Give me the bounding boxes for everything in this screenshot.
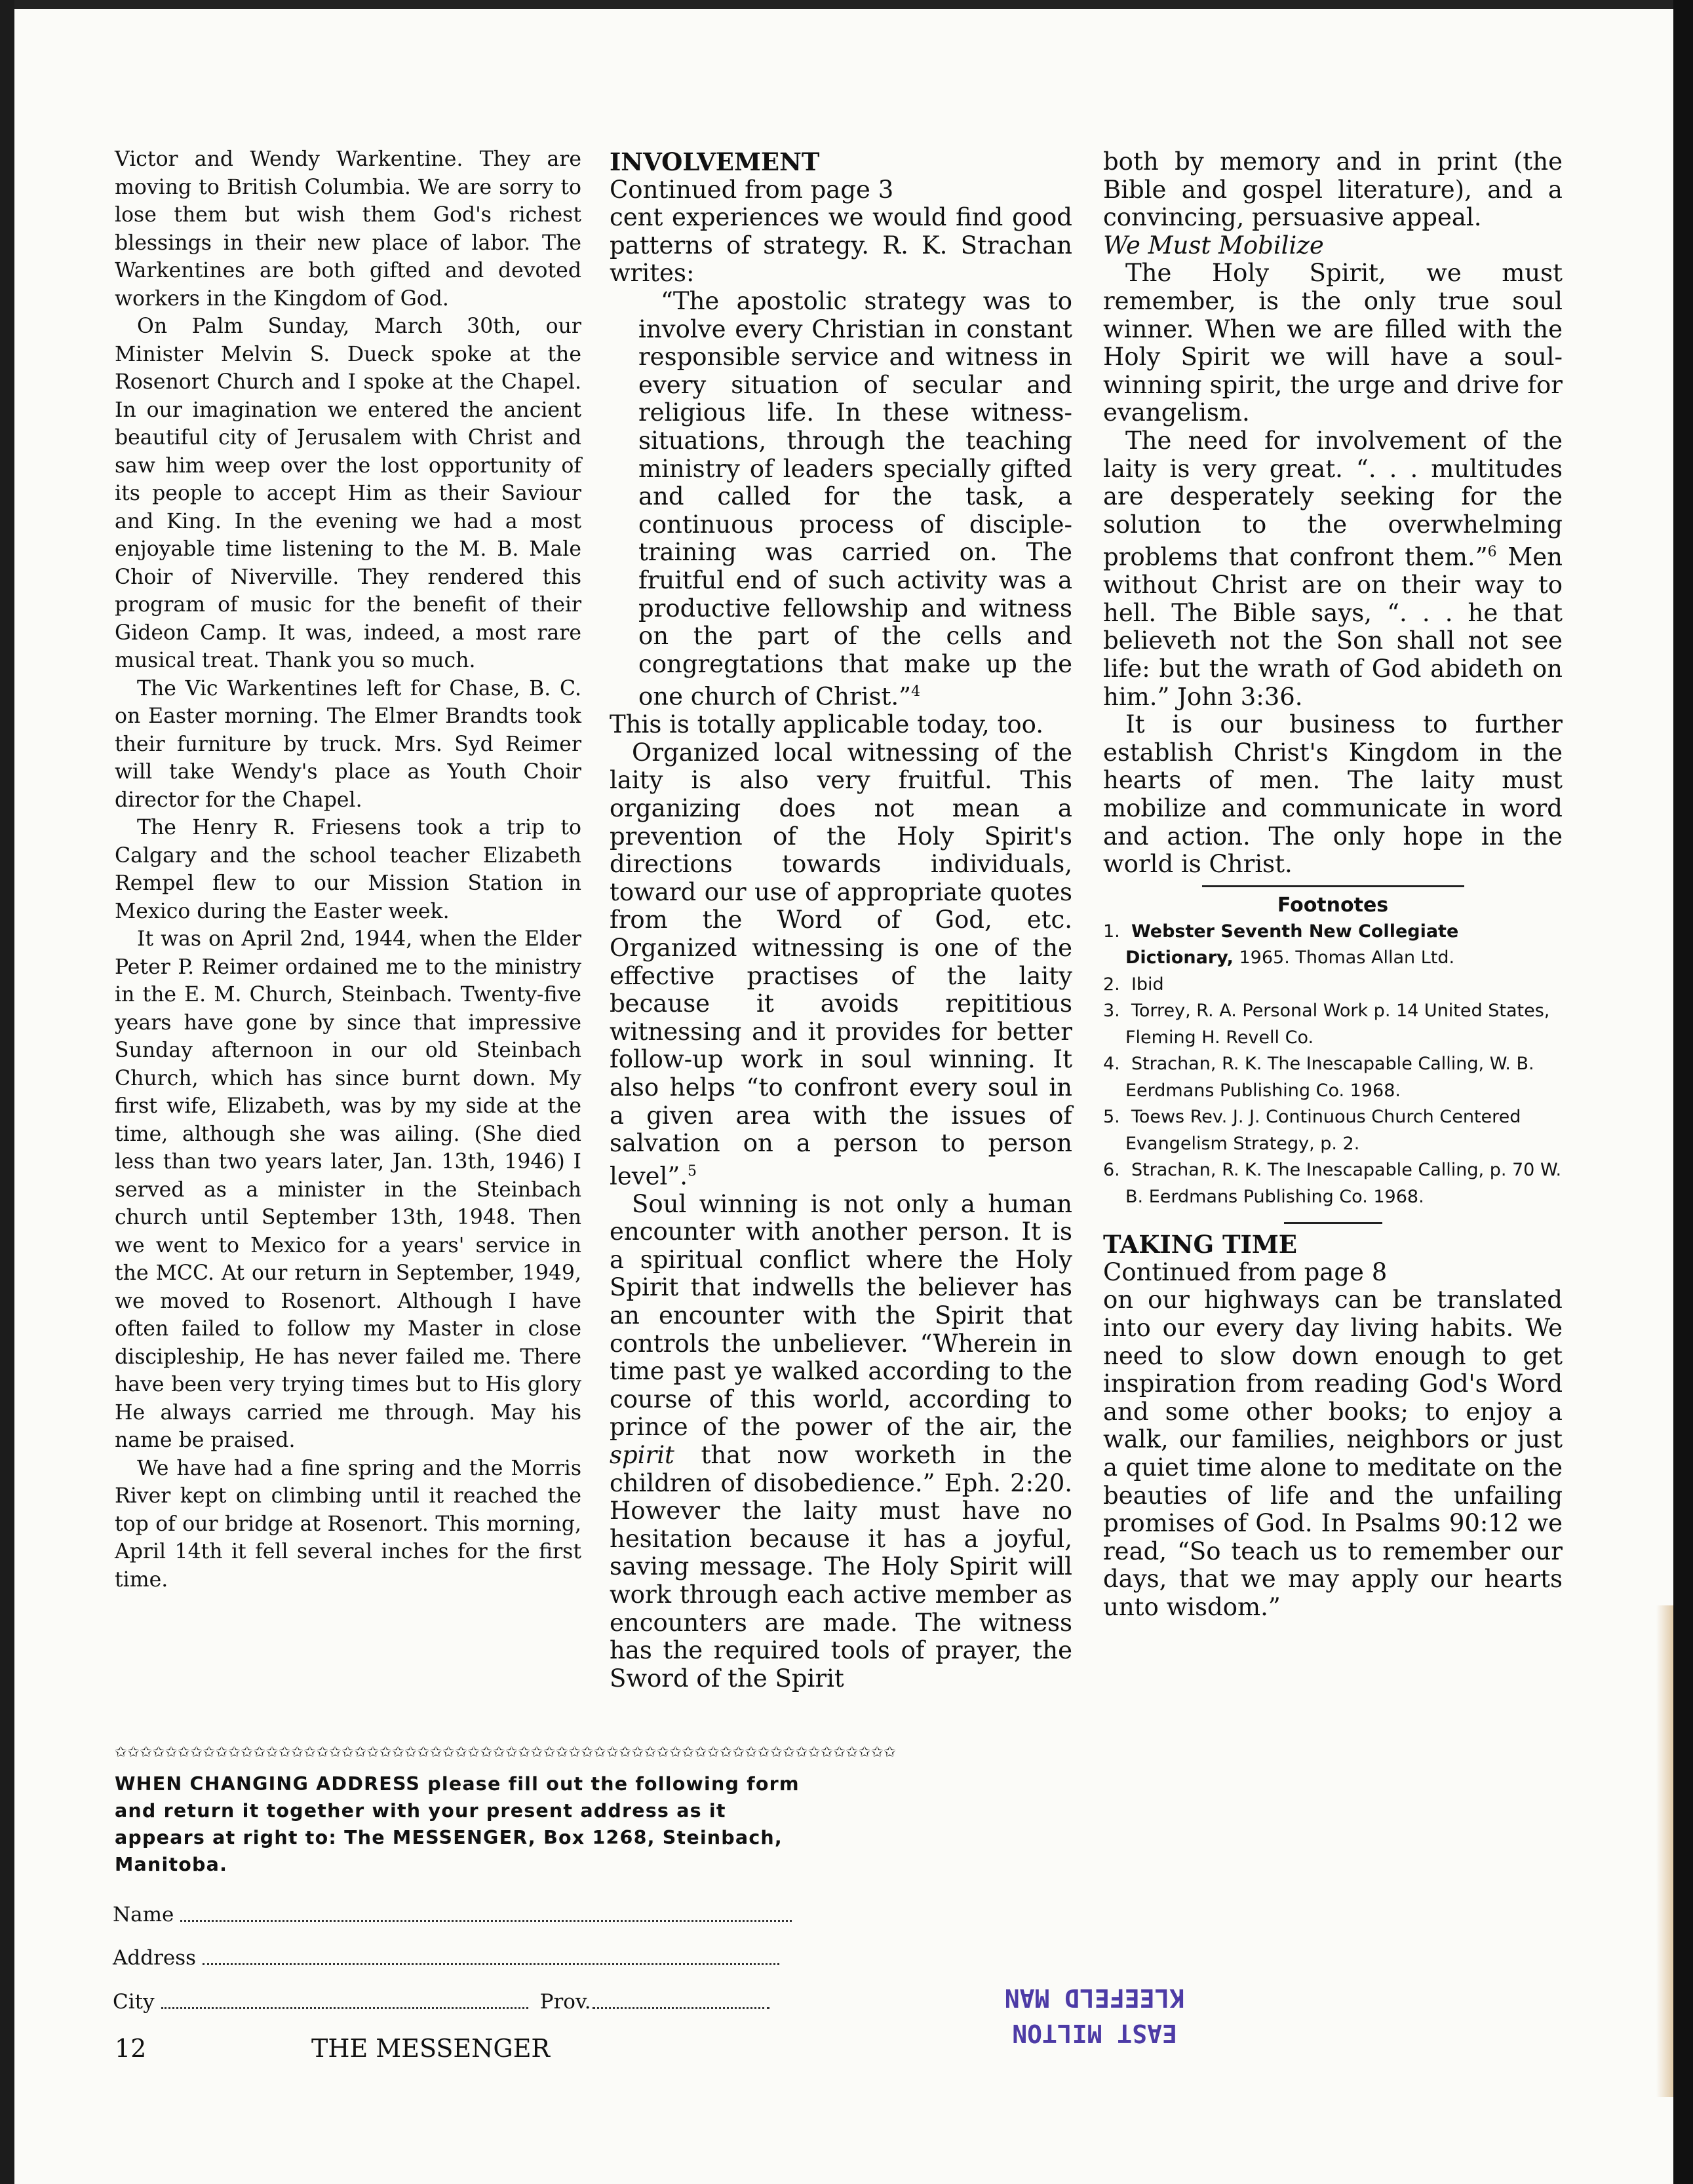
footnote-item: 4. Strachan, R. K. The Inescapable Calling, W. B. Eerdmans Publishing Co. 1968.: [1103, 1054, 1534, 1101]
news-column: [115, 145, 581, 1594]
footnote-item: 1. Webster Seventh New Collegiate Dictionary, 1965. Thomas Allan Ltd.: [1103, 921, 1459, 968]
news-paragraph: We have had a fine spring and the Morris River kept on climbing until it reached the top of our bridge at Rosenort. This morning, April 14th it fell several inches for the first time.: [115, 1456, 581, 1592]
continued-note: Continued from page 3: [610, 175, 894, 204]
article-paragraph: on our highways can be translated into our every day living habits. We need to slow down enough to get inspiration from reading God's Word and some other books; to enjoy a walk, our families, neighbors or just a quiet time alone to meditate on the beauties of life and the unfailing promises of God. In Psalms 90:12 we read, “So teach us to remember our days, that we may apply our hearts unto wisdom.”: [1103, 1286, 1563, 1621]
city-label: City: [113, 1990, 155, 2014]
address-field[interactable]: [113, 1946, 779, 1970]
italic-word: spirit: [610, 1440, 674, 1469]
article-title: INVOLVEMENT: [610, 147, 820, 176]
city-prov-field[interactable]: [113, 1990, 769, 2014]
scan-border-left: [0, 0, 14, 2184]
news-paragraph: It was on April 2nd, 1944, when the Elder Peter P. Reimer ordained me to the ministry in the E. M. Church, Steinbach. Twenty-five years have gone by since that impressive Sunday afternoon in our old Steinbach Church, which has since burnt down. My first wife, Elizabeth, was by my side at the time, although she was ailing. (She died less than two years later, Jan. 13th, 1946) I served as a minister in the Steinbach church until September 13th, 1948. Then we went to Mexico for a years' service in the MCC. At our return in September, 1949, we moved to Rosenort. Although I have often failed to follow my Master in close discipleship, He has never failed me. There have been very trying times but to His glory He always carried me through. May his name be praised.: [115, 927, 581, 1452]
involvement-article: [610, 148, 1072, 1693]
article-paragraph: Soul winning is not only a human encounter with another person. It is a spiritual conflict where the Holy Spirit that indwells the believer has an encounter with the Spirit that controls the unbeliever. “Wherein in time past ye walked according to the course of this world, according to prince of the power of the air, the spirit that now worketh in the children of disobedience.” Eph. 2:20. However the laity must have no hesitation because it has a joyful, saving message. The Holy Spirit will work through each active member as encounters are made. The witness has the required tools of prayer, the Sword of the Spirit: [610, 1189, 1072, 1693]
name-line[interactable]: [180, 1920, 792, 1922]
star-divider: ✩✩✩✩✩✩✩✩✩✩✩✩✩✩✩✩✩✩✩✩✩✩✩✩✩✩✩✩✩✩✩✩✩✩✩✩✩✩✩✩✩✩✩✩✩✩✩✩✩✩✩✩✩✩✩✩✩✩✩✩✩✩: [115, 1744, 897, 1761]
address-label: Address: [113, 1946, 197, 1970]
footnote-ref: 5: [688, 1162, 697, 1179]
footnote-ref: 6: [1487, 544, 1497, 561]
article-paragraph: This is totally applicable today, too.: [610, 710, 1044, 739]
stamp-line: KLEEFELD MAN: [1004, 1983, 1185, 2012]
right-column: [1103, 148, 1563, 1622]
footnote-item: 2. Ibid: [1103, 974, 1164, 995]
article-paragraph: both by memory and in print (the Bible and gospel literature), and a convincing, persuasive appeal.: [1103, 147, 1563, 232]
news-paragraph: The Henry R. Friesens took a trip to Calgary and the school teacher Elizabeth Rempel flew to our Mission Station in Mexico during the Easter week.: [115, 816, 581, 923]
prov-line[interactable]: [593, 2007, 769, 2009]
article-title: TAKING TIME: [1103, 1230, 1297, 1259]
news-paragraph: Victor and Wendy Warkentine. They are moving to British Columbia. We are sorry to lose them but wish them God's richest blessings in their new place of labor. The Warkentines are both gifted and devoted workers in the Kingdom of God.: [115, 147, 581, 311]
footnote-item: 3. Torrey, R. A. Personal Work p. 14 United States, Fleming H. Revell Co.: [1103, 1001, 1550, 1048]
article-paragraph: It is our business to further establish Christ's Kingdom in the hearts of men. The laity must mobilize and communicate in word and action. The only hope in the world is Christ.: [1103, 710, 1563, 879]
stamp-line: EAST MILTON: [1012, 2019, 1177, 2048]
news-paragraph: On Palm Sunday, March 30th, our Minister Melvin S. Dueck spoke at the Rosenort Church and I spoke at the Chapel. In our imagination we entered the ancient beautiful city of Jerusalem with Christ and saw him weep over the lost opportunity of its people to accept Him as their Saviour and King. In the evening we had a most enjoyable time listening to the M. B. Male Choir of Niverville. They rendered this program of music for the benefit of their Gideon Camp. It was, indeed, a most rare musical treat. Thank you so much.: [115, 315, 581, 672]
footnote-item: 6. Strachan, R. K. The Inescapable Calling, p. 70 W. B. Eerdmans Publishing Co. 1968.: [1103, 1160, 1562, 1207]
footnotes-list: [1103, 919, 1563, 1211]
page-number: 12: [115, 2034, 147, 2063]
name-field[interactable]: [113, 1903, 792, 1926]
name-label: Name: [113, 1903, 174, 1926]
footnote-item: 5. Toews Rev. J. J. Continuous Church Centered Evangelism Strategy, p. 2.: [1103, 1107, 1521, 1154]
divider-rule: [1284, 1222, 1382, 1224]
divider-rule: [1202, 885, 1464, 887]
continued-note: Continued from page 8: [1103, 1257, 1388, 1286]
paper-stain: [1656, 1605, 1673, 2097]
publication-name: THE MESSENGER: [311, 2034, 551, 2063]
section-subhead: We Must Mobilize: [1103, 231, 1324, 259]
article-quote: “The apostolic strategy was to involve every Christian in constant responsible service and witness in every situation of secular and religious life. In these witness-situations, through the teaching ministry of leaders specially gifted and called for the task, a continuous process of disciple-training was carried on. The fruitful end of such activity was a productive fellowship and witness on the part of the cells and congregtations that make up the one church of Christ.”$^4$: [638, 286, 1072, 711]
article-paragraph: The Holy Spirit, we must remember, is the only true soul winner. When we are filled with the Holy Spirit we will have a soul-winning spirit, the urge and drive for evangelism.: [1103, 259, 1563, 427]
article-paragraph: Organized local witnessing of the laity is also very fruitful. This organizing does not mean a prevention of the Holy Spirit's directions towards individuals, toward our use of appropriate quotes from the Word of God, etc. Organized witnessing is one of the effective practises of the laity because it avoids repititious witnessing and it provides for better follow-up work in soul winning. It also helps “to confront every soul in a given area with the issues of salvation on a person to person level”.$^5$: [610, 738, 1072, 1191]
prov-label: Prov.: [539, 1990, 591, 2014]
article-paragraph: The need for involvement of the laity is very great. “. . . multitudes are desperately seeking for the solution to the overwhelming problems that confront them.”$^6$ Men without Christ are on their way to hell. The Bible says, “. . . he that believeth not the Son shall not see life: but the wrath of God abideth on him.” John 3:36.: [1103, 426, 1563, 711]
address-line[interactable]: [203, 1963, 779, 1965]
footnote-ref: 4: [911, 683, 921, 700]
scan-border-right: [1673, 0, 1693, 2184]
news-paragraph: The Vic Warkentines left for Chase, B. C. on Easter morning. The Elmer Brandts took their furniture by truck. Mrs. Syd Reimer will take Wendy's place as Youth Choir director for the Chapel.: [115, 676, 581, 812]
postal-stamp: [963, 1980, 1226, 2051]
address-change-notice: WHEN CHANGING ADDRESS please fill out the following form and return it together with your present address as it appears at right to: The MESSENGER, Box 1268, Steinbach, Manitoba.: [115, 1773, 800, 1875]
city-line[interactable]: [161, 2007, 528, 2009]
scan-border-top: [0, 0, 1693, 9]
article-paragraph: cent experiences we would find good patterns of strategy. R. K. Strachan writes:: [610, 203, 1072, 288]
footnotes-title: Footnotes: [1277, 893, 1389, 917]
